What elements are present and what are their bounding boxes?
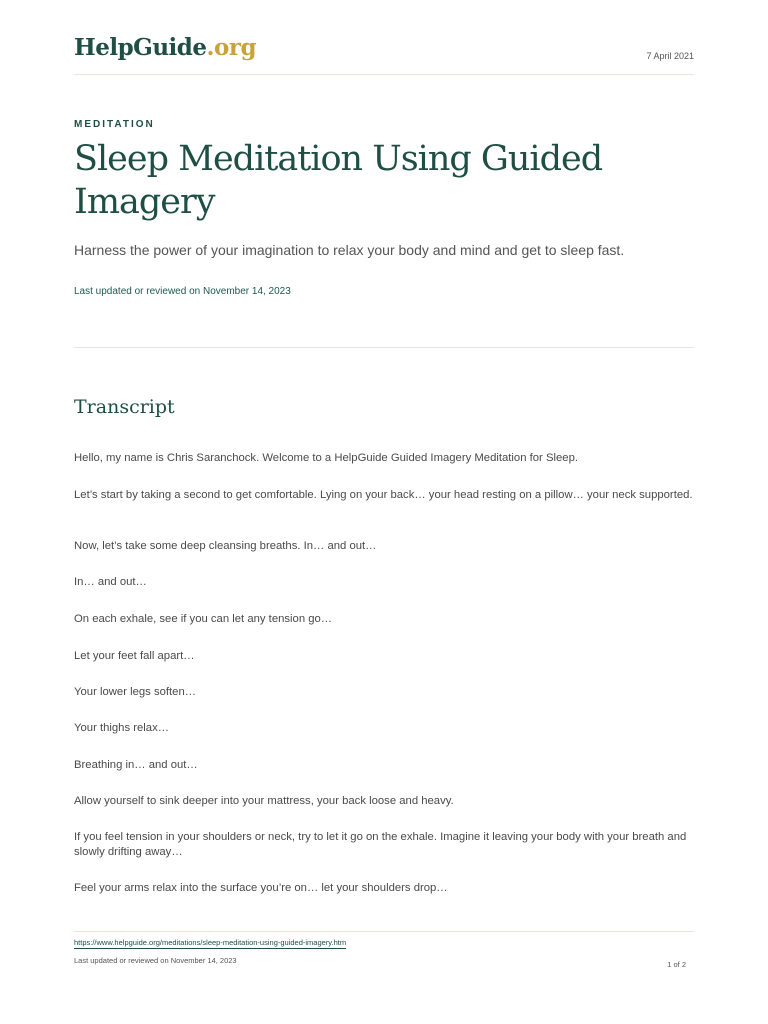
logo-main: HelpGuide: [74, 34, 207, 61]
helpguide-logo[interactable]: [74, 34, 256, 61]
header-divider: [74, 74, 694, 75]
transcript-paragraph: Hello, my name is Chris Saranchock. Welcome to a HelpGuide Guided Imagery Meditation for Sleep.: [74, 452, 578, 464]
transcript-paragraph: On each exhale, see if you can let any tension go…: [74, 613, 333, 625]
footer-last-updated: Last updated or reviewed on November 14, 2023: [74, 956, 237, 965]
source-url-link[interactable]: https://www.helpguide.org/meditations/sleep-meditation-using-guided-imagery.htm: [74, 938, 347, 947]
transcript-paragraph: Now, let’s take some deep cleansing breaths. In… and out…: [74, 540, 377, 552]
print-date: 7 April 2021: [646, 51, 694, 61]
transcript-paragraph: Let’s start by taking a second to get comfortable. Lying on your back… your head resting on a pillow… your neck supported.: [74, 489, 693, 501]
transcript-paragraph: Feel your arms relax into the surface you’re on… let your shoulders drop…: [74, 882, 448, 894]
category-label: MEDITATION: [74, 119, 155, 130]
section-divider: [74, 347, 694, 348]
page-title: Sleep Meditation Using Guided Imagery: [74, 139, 603, 222]
logo-tld: .org: [206, 34, 257, 61]
page-number: 1 of 2: [667, 960, 686, 969]
transcript-paragraph: Let your feet fall apart…: [74, 650, 195, 662]
transcript-paragraph: Your lower legs soften…: [74, 686, 197, 698]
transcript-heading: Transcript: [74, 396, 175, 418]
footer-divider: [74, 931, 694, 932]
transcript-paragraph: If you feel tension in your shoulders or neck, try to let it go on the exhale. Imagine it leaving your body with your breath and slowly drifting away…: [74, 831, 687, 858]
page-subtitle: Harness the power of your imagination to relax your body and mind and get to sleep fast.: [74, 242, 625, 258]
transcript-paragraph: Your thighs relax…: [74, 722, 170, 734]
transcript-paragraph: Breathing in… and out…: [74, 759, 198, 771]
document-page: [74, 0, 694, 1024]
last-updated: Last updated or reviewed on November 14, 2023: [74, 286, 291, 297]
transcript-paragraph: In… and out…: [74, 576, 147, 588]
transcript-paragraph: Allow yourself to sink deeper into your mattress, your back loose and heavy.: [74, 795, 454, 807]
